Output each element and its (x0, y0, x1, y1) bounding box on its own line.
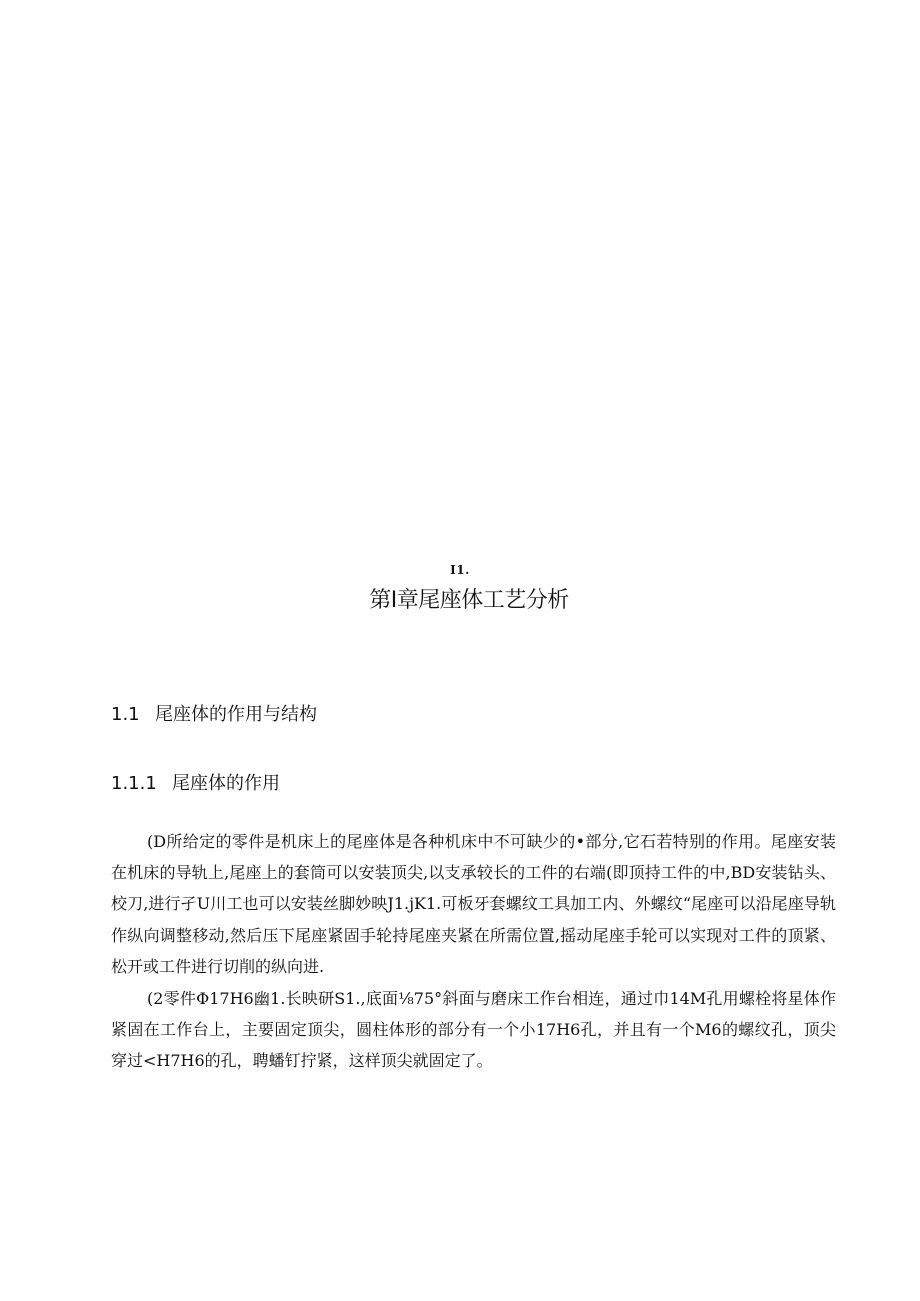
section-heading-1-1-1 (111, 771, 280, 797)
section-number: 1.1 (111, 704, 140, 725)
body-paragraph-2: (2零件Φ17H6幽1.长映研S1.,底面⅛75°斜面与磨床工作台相连，通过巾14M孔用螺栓将星体作紧固在工作台上，主要固定顶尖，圆柱体形的部分有一个小17H6孔，并且有一个M6的螺纹孔，顶尖穿过<H7H6的孔，聘蟠钉拧紧，这样顶尖就固定了。 (111, 989, 836, 1071)
chapter-mark: I1. (450, 563, 470, 577)
body-paragraph-1: (D所给定的零件是机床上的尾座体是各种机床中不可缺少的•部分,它石若特别的作用。尾座安装在机床的导轨上,尾座上的套筒可以安装顶尖,以支承较长的工件的右端(即顶持工件的中,BD安装钻头、校刀,进行孑U川工也可以安装丝脚妙映J1.jK1.可板牙套螺纹工具加工内、外螺纹“尾座可以沿尾座导轨作纵向调整移动,然后压下尾座紧固手轮持尾座夹紧在所需位置,摇动尾座手轮可以实现对工件的顶紧、松开或工件进行切削的纵向进. (111, 832, 836, 976)
section-number: 1.1.1 (111, 773, 157, 794)
section-title: 尾座体的作用 (172, 773, 280, 794)
chapter-title: 第I章尾座体工艺分析 (369, 588, 569, 613)
section-heading-1-1 (111, 702, 317, 728)
section-title: 尾座体的作用与结构 (155, 704, 317, 725)
